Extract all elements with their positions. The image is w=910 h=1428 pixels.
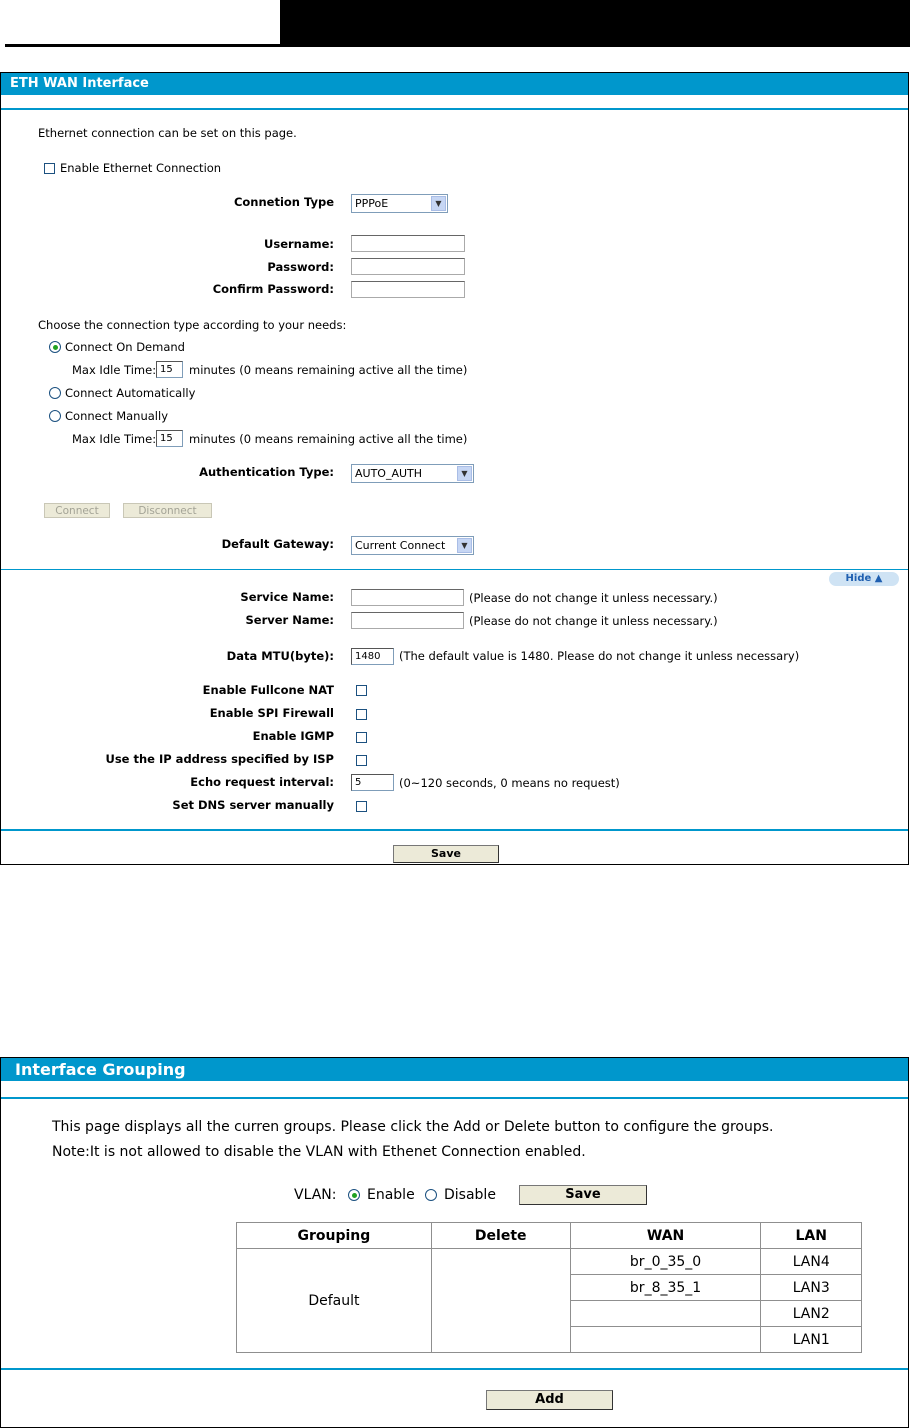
isp-ip-label: Use the IP address specified by ISP [105, 752, 334, 766]
wan-cell: br_8_35_1 [570, 1275, 761, 1301]
chevron-down-icon: ▼ [457, 466, 472, 481]
lan-cell: LAN1 [761, 1327, 862, 1353]
default-gateway-select[interactable] [351, 536, 474, 555]
disconnect-button[interactable]: Disconnect [123, 503, 212, 518]
confirm-password-input[interactable] [351, 281, 465, 298]
divider [1, 829, 908, 831]
table-row [237, 1249, 862, 1275]
max-idle-label-2: Max Idle Time: [72, 432, 157, 446]
vlan-disable-label: Disable [444, 1187, 496, 1203]
service-name-note: (Please do not change it unless necessary.) [469, 591, 718, 605]
vlan-label: VLAN: [294, 1187, 337, 1203]
vlan-save-button[interactable]: Save [519, 1185, 647, 1205]
panel-title: Interface Grouping [1, 1058, 908, 1081]
max-idle-note: minutes (0 means remaining active all the time) [189, 363, 468, 377]
on-demand-label: Connect On Demand [65, 340, 185, 354]
username-label: Username: [264, 237, 334, 251]
manually-label: Connect Manually [65, 409, 168, 423]
service-name-label: Service Name: [240, 590, 334, 604]
table-header-row [237, 1223, 862, 1249]
vlan-disable-radio[interactable] [425, 1189, 437, 1201]
default-gateway-value: Current Connect [355, 539, 446, 552]
max-idle-note-2: minutes (0 means remaining active all the time) [189, 432, 468, 446]
connect-button[interactable]: Connect [44, 503, 110, 518]
server-name-note: (Please do not change it unless necessary.) [469, 614, 718, 628]
panel-title: ETH WAN Interface [1, 73, 908, 95]
divider [1, 1368, 908, 1370]
top-banner [280, 0, 910, 47]
wan-cell: br_0_35_0 [570, 1249, 761, 1275]
isp-ip-checkbox[interactable] [356, 755, 367, 766]
dns-checkbox[interactable] [356, 801, 367, 812]
hide-button[interactable] [829, 572, 899, 586]
add-button[interactable]: Add [486, 1390, 613, 1410]
max-idle-label: Max Idle Time: [72, 363, 157, 377]
enable-ethernet-checkbox[interactable] [44, 163, 55, 174]
wan-cell [570, 1327, 761, 1353]
divider [1, 569, 908, 570]
lan-cell: LAN4 [761, 1249, 862, 1275]
spi-checkbox[interactable] [356, 709, 367, 720]
auth-type-value: AUTO_AUTH [355, 467, 423, 480]
auth-type-select[interactable] [351, 464, 474, 483]
default-gateway-label: Default Gateway: [221, 537, 334, 551]
group-name-cell: Default [237, 1249, 432, 1353]
delete-cell [431, 1249, 570, 1353]
header-wan: WAN [570, 1223, 761, 1249]
fullcone-checkbox[interactable] [356, 685, 367, 696]
save-button[interactable]: Save [393, 845, 499, 863]
grouping-table [236, 1222, 862, 1353]
on-demand-radio[interactable] [49, 341, 61, 353]
password-label: Password: [267, 260, 334, 274]
dns-label: Set DNS server manually [172, 798, 334, 812]
igmp-checkbox[interactable] [356, 732, 367, 743]
igmp-label: Enable IGMP [252, 729, 334, 743]
automatically-radio[interactable] [49, 387, 61, 399]
mtu-note: (The default value is 1480. Please do not change it unless necessary) [399, 649, 800, 663]
manually-radio[interactable] [49, 410, 61, 422]
header-lan: LAN [761, 1223, 862, 1249]
grouping-intro: This page displays all the curren groups. Please click the Add or Delete button to configure the groups. [52, 1119, 774, 1135]
divider [1, 108, 908, 110]
connection-type-select[interactable] [351, 194, 448, 213]
vlan-enable-label: Enable [367, 1187, 415, 1203]
server-name-input[interactable] [351, 612, 464, 629]
mtu-input[interactable]: 1480 [351, 648, 394, 665]
password-input[interactable] [351, 258, 465, 275]
top-rule [5, 44, 281, 47]
chevron-down-icon: ▼ [457, 538, 472, 553]
max-idle-input-2[interactable]: 15 [156, 430, 183, 447]
echo-input[interactable]: 5 [351, 774, 394, 791]
lan-cell: LAN2 [761, 1301, 862, 1327]
wan-cell [570, 1301, 761, 1327]
header-grouping: Grouping [237, 1223, 432, 1249]
fullcone-label: Enable Fullcone NAT [202, 683, 334, 697]
connection-type-label: Connetion Type [233, 195, 334, 209]
mtu-label: Data MTU(byte): [226, 649, 334, 663]
chevron-down-icon: ▼ [431, 196, 446, 211]
header-delete: Delete [431, 1223, 570, 1249]
connection-type-value: PPPoE [355, 197, 389, 210]
echo-note: (0~120 seconds, 0 means no request) [399, 776, 620, 790]
max-idle-input[interactable]: 15 [156, 361, 183, 378]
intro-text: Ethernet connection can be set on this page. [38, 126, 297, 140]
eth-wan-panel [0, 72, 909, 865]
auth-type-label: Authentication Type: [199, 465, 334, 479]
vlan-enable-radio[interactable] [348, 1189, 360, 1201]
confirm-password-label: Confirm Password: [212, 282, 334, 296]
choose-text: Choose the connection type according to your needs: [38, 318, 347, 332]
server-name-label: Server Name: [245, 613, 334, 627]
hide-label: Hide [845, 573, 872, 584]
enable-ethernet-label: Enable Ethernet Connection [60, 161, 222, 175]
automatically-label: Connect Automatically [65, 386, 196, 400]
spi-label: Enable SPI Firewall [209, 706, 334, 720]
grouping-note: Note:It is not allowed to disable the VLAN with Ethenet Connection enabled. [52, 1144, 586, 1160]
divider [1, 1097, 908, 1099]
username-input[interactable] [351, 235, 465, 252]
caret-up-icon: ▲ [874, 573, 883, 584]
service-name-input[interactable] [351, 589, 464, 606]
echo-label: Echo request interval: [190, 775, 334, 789]
lan-cell: LAN3 [761, 1275, 862, 1301]
